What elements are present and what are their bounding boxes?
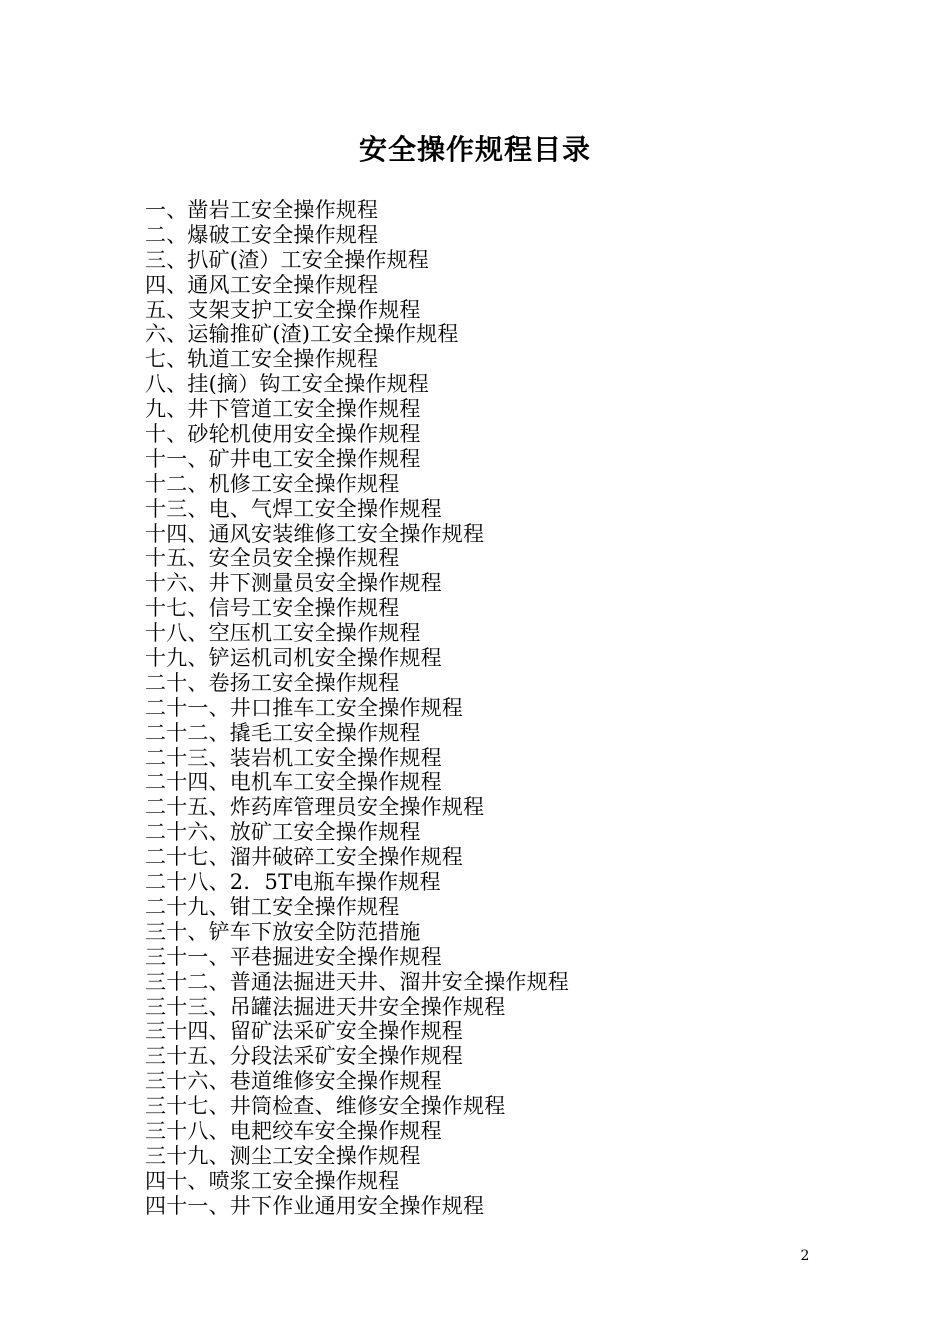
toc-entry: 九、井下管道工安全操作规程 <box>145 397 421 422</box>
toc-entry: 十五、安全员安全操作规程 <box>145 546 400 571</box>
toc-entry: 二十四、电机车工安全操作规程 <box>145 770 442 795</box>
toc-entry: 十七、信号工安全操作规程 <box>145 596 400 621</box>
toc-entry: 十一、矿井电工安全操作规程 <box>145 446 421 471</box>
toc-entry: 二十、卷扬工安全操作规程 <box>145 670 400 695</box>
toc-entry: 十三、电、气焊工安全操作规程 <box>145 496 442 521</box>
toc-entry: 二十一、井口推车工安全操作规程 <box>145 695 463 720</box>
toc-entry: 四十、喷浆工安全操作规程 <box>145 1168 400 1193</box>
toc-entry: 二十六、放矿工安全操作规程 <box>145 820 421 845</box>
toc-entry: 三十、铲车下放安全防范措施 <box>145 919 421 944</box>
toc-entry: 四十一、井下作业通用安全操作规程 <box>145 1193 485 1218</box>
toc-entry: 十、砂轮机使用安全操作规程 <box>145 422 421 447</box>
toc-entry: 十八、空压机工安全操作规程 <box>145 621 421 646</box>
toc-entry: 三十三、吊罐法掘进天井安全操作规程 <box>145 994 506 1019</box>
toc-entry: 十六、井下测量员安全操作规程 <box>145 571 442 596</box>
toc-entry: 二十二、撬毛工安全操作规程 <box>145 720 421 745</box>
page-title: 安全操作规程目录 <box>358 133 591 166</box>
toc-entry: 三十四、留矿法采矿安全操作规程 <box>145 1019 463 1044</box>
toc-entry: 十九、铲运机司机安全操作规程 <box>145 646 442 671</box>
toc-entry: 三十九、测尘工安全操作规程 <box>145 1143 421 1168</box>
table-of-contents <box>145 198 569 1219</box>
toc-entry: 三十八、电耙绞车安全操作规程 <box>145 1118 442 1143</box>
toc-entry: 二十九、钳工安全操作规程 <box>145 894 400 919</box>
toc-entry: 七、轨道工安全操作规程 <box>145 347 379 372</box>
toc-entry: 四、通风工安全操作规程 <box>145 272 379 297</box>
toc-entry: 二十三、装岩机工安全操作规程 <box>145 745 442 770</box>
toc-entry: 八、挂(摘）钩工安全操作规程 <box>145 372 429 397</box>
toc-entry: 十四、通风安装维修工安全操作规程 <box>145 521 485 546</box>
toc-entry: 三十六、巷道维修安全操作规程 <box>145 1069 442 1094</box>
toc-entry: 二十五、炸药库管理员安全操作规程 <box>145 795 485 820</box>
toc-entry: 二十七、溜井破碎工安全操作规程 <box>145 845 463 870</box>
toc-entry: 三十七、井筒检查、维修安全操作规程 <box>145 1094 506 1119</box>
toc-entry: 二十八、2．5T电瓶车操作规程 <box>145 870 441 895</box>
toc-entry: 三十五、分段法采矿安全操作规程 <box>145 1044 463 1069</box>
toc-entry: 六、运输推矿(渣)工安全操作规程 <box>145 322 459 347</box>
toc-entry: 十二、机修工安全操作规程 <box>145 471 400 496</box>
toc-entry: 三、扒矿(渣）工安全操作规程 <box>145 247 429 272</box>
toc-entry: 三十二、普通法掘进天井、溜井安全操作规程 <box>145 969 569 994</box>
toc-entry: 五、支架支护工安全操作规程 <box>145 297 421 322</box>
toc-entry: 三十一、平巷掘进安全操作规程 <box>145 944 442 969</box>
page-number: 2 <box>800 1248 810 1264</box>
toc-entry: 二、爆破工安全操作规程 <box>145 222 379 247</box>
toc-entry: 一、凿岩工安全操作规程 <box>145 198 379 222</box>
